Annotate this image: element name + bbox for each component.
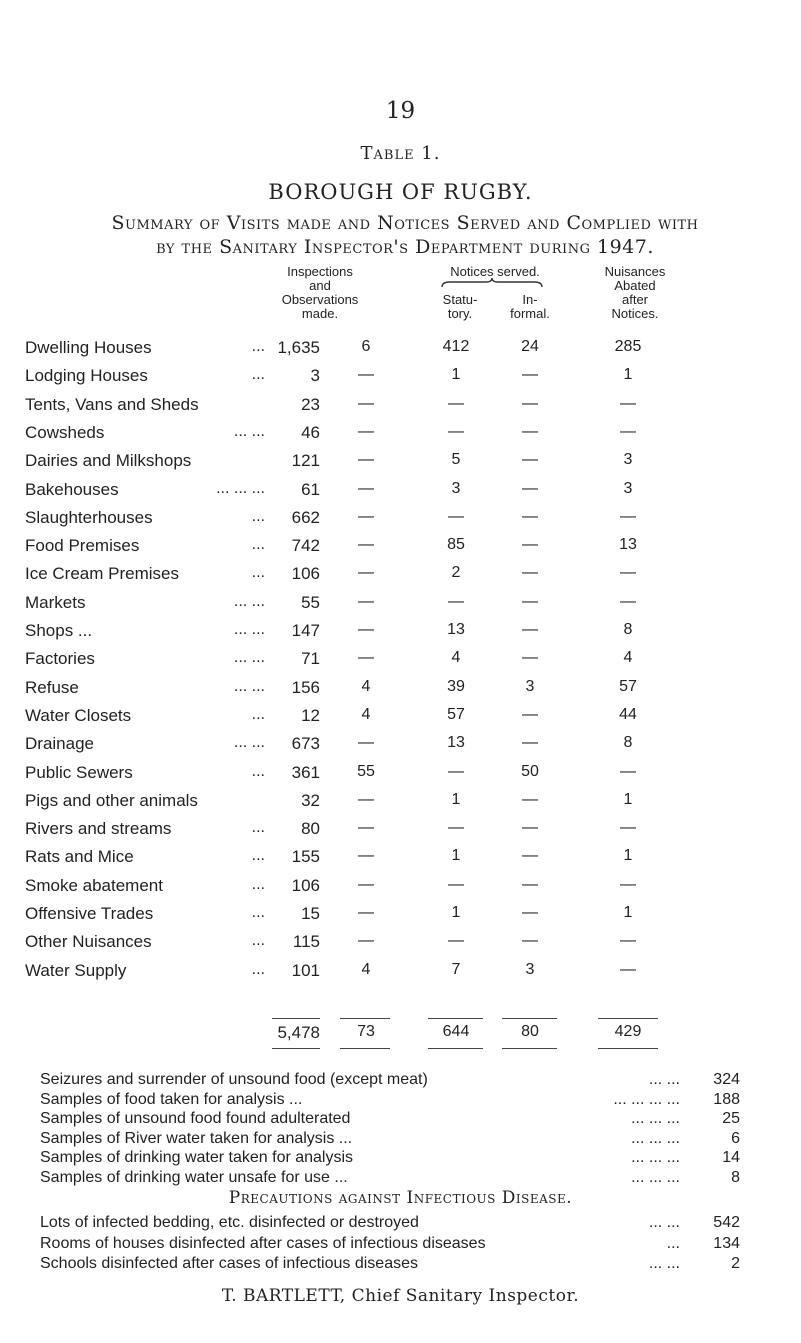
stat-line-leader-dots: ... ... ... [631,1130,680,1147]
row-notices-a: — [358,366,374,383]
row-informal: — [522,904,538,921]
row-abated: 44 [619,706,637,723]
row-inspections: 662 [291,508,320,527]
rule-statutory-top [428,1018,483,1019]
row-informal: 3 [525,678,535,695]
row-statutory: — [448,508,464,525]
row-abated: 1 [623,904,633,921]
precaution-line [40,1214,740,1236]
total-statutory: 644 [442,1023,470,1040]
precaution-line [40,1235,740,1257]
stat-line-value: 14 [722,1149,740,1166]
row-inspections: 23 [301,395,320,414]
row-abated: — [620,593,636,610]
row-inspections: 101 [291,961,320,980]
row-leader-dots: ... [251,508,265,525]
row-abated: 8 [623,734,633,751]
row-label: Tents, Vans and Sheds [25,395,199,414]
row-leader-dots: ... ... ... [216,480,265,497]
row-abated: 3 [623,451,633,468]
precaution-line-value: 134 [713,1235,740,1252]
header-abated-line-1: Nuisances [604,264,666,279]
brace-icon [440,278,544,288]
row-label: Lodging Houses [25,366,148,385]
row-abated: — [620,508,636,525]
rule-abated-top [598,1018,658,1019]
row-inspections: 673 [291,734,320,753]
rule-informal-bottom [502,1048,557,1049]
row-informal: — [522,847,538,864]
row-notices-a: — [358,395,374,412]
row-statutory: 13 [447,621,465,638]
row-informal: — [522,791,538,808]
total-notices-a: 73 [357,1023,375,1040]
row-informal: 50 [521,763,539,780]
row-informal: — [522,649,538,666]
row-inspections: 106 [291,564,320,583]
row-statutory: 13 [447,734,465,751]
row-inspections: 32 [301,791,320,810]
stat-line-label: Seizures and surrender of unsound food (except meat) [40,1071,428,1088]
row-inspections: 1,635 [277,338,320,357]
row-notices-a: — [358,904,374,921]
row-label: Water Supply [25,961,127,980]
header-statutory [425,293,495,321]
stat-line-value: 6 [731,1130,740,1147]
precaution-line-value: 542 [713,1214,740,1231]
header-inspections-line-3: Observations [281,292,359,307]
total-informal: 80 [521,1023,539,1040]
row-notices-a: — [358,734,374,751]
row-statutory: 4 [451,649,461,666]
row-notices-a: — [358,508,374,525]
row-label: Food Premises [25,536,140,555]
header-abated-line-3: after [621,292,648,307]
stat-line-label: Samples of unsound food found adulterated [40,1110,351,1127]
row-label: Other Nuisances [25,932,152,951]
row-leader-dots: ... ... [233,621,265,638]
row-statutory: 85 [447,536,465,553]
row-statutory: 1 [451,904,461,921]
row-inspections: 156 [291,678,320,697]
row-leader-dots: ... ... [233,593,265,610]
row-label: Slaughterhouses [25,508,153,527]
row-label: Water Closets [25,706,132,725]
table-title: Table 1. [360,143,441,164]
row-inspections: 106 [291,876,320,895]
row-label: Shops ... [25,621,93,640]
row-inspections: 115 [292,932,320,951]
row-label: Markets [25,593,86,612]
precaution-line-leader-dots: ... ... [648,1255,680,1272]
stat-line-value: 324 [713,1071,740,1088]
row-statutory: — [448,876,464,893]
row-leader-dots: ... [251,763,265,780]
row-leader-dots: ... ... [233,734,265,751]
signature: T. BARTLETT, Chief Sanitary Inspector. [221,1286,580,1306]
header-informal [490,293,570,321]
row-abated: — [620,876,636,893]
row-leader-dots: ... [251,536,265,553]
row-label: Rivers and streams [25,819,172,838]
row-informal: — [522,819,538,836]
row-notices-a: 4 [361,706,371,723]
row-inspections: 46 [301,423,320,442]
row-informal: — [522,366,538,383]
stat-line-value: 8 [731,1169,740,1186]
row-inspections: 71 [301,649,320,668]
row-notices-a: — [358,791,374,808]
stat-line-leader-dots: ... ... ... [631,1110,680,1127]
stat-line [40,1149,740,1171]
row-leader-dots: ... ... [233,423,265,440]
header-abated-line-4: Notices. [611,306,659,321]
row-notices-a: — [358,423,374,440]
row-statutory: 1 [451,366,461,383]
stat-line-value: 25 [722,1110,740,1127]
row-label: Refuse [25,678,79,697]
row-inspections: 147 [291,621,320,640]
precaution-line-label: Schools disinfected after cases of infectious diseases [40,1255,418,1272]
row-leader-dots: ... ... [233,649,265,666]
row-notices-a: — [358,451,374,468]
row-leader-dots: ... [251,819,265,836]
stat-line [40,1110,740,1132]
row-notices-a: — [358,649,374,666]
stat-line-label: Samples of food taken for analysis ... [40,1091,303,1108]
rule-statutory-bottom [428,1048,483,1049]
row-leader-dots: ... [251,706,265,723]
row-informal: — [522,480,538,497]
stat-line-leader-dots: ... ... ... [631,1149,680,1166]
row-abated: — [620,932,636,949]
row-inspections: 3 [310,366,320,385]
row-leader-dots: ... [251,932,265,949]
header-informal-line-1: In- [522,292,538,307]
row-inspections: 80 [301,819,320,838]
row-statutory: 1 [451,791,461,808]
stat-line-leader-dots: ... ... [648,1071,680,1088]
row-abated: 1 [623,366,633,383]
precaution-line-label: Lots of infected bedding, etc. disinfected or destroyed [40,1214,419,1231]
header-inspections-line-4: made. [301,306,339,321]
precaution-line-leader-dots: ... ... [648,1214,680,1231]
summary-line-1: Summary of Visits made and Notices Served and Complied with [111,212,699,234]
stat-line-label: Samples of drinking water taken for analysis [40,1149,354,1166]
row-leader-dots: ... [251,904,265,921]
row-label: Factories [25,649,95,668]
row-label: Rats and Mice [25,847,134,866]
row-inspections: 121 [291,451,320,470]
row-leader-dots: ... [251,847,265,864]
row-leader-dots: ... [251,564,265,581]
row-leader-dots: ... [251,961,265,978]
row-abated: 1 [623,847,633,864]
row-notices-a: — [358,847,374,864]
row-notices-a: 4 [361,961,371,978]
row-abated: — [620,395,636,412]
precautions-heading: Precautions against Infectious Disease. [228,1188,573,1208]
total-abated: 429 [614,1023,642,1040]
row-abated: 3 [623,480,633,497]
row-statutory: — [448,395,464,412]
row-abated: 1 [623,791,633,808]
row-label: Public Sewers [25,763,133,782]
row-statutory: — [448,423,464,440]
row-abated: — [620,819,636,836]
row-abated: — [620,763,636,780]
row-inspections: 61 [301,480,320,499]
header-inspections [260,265,380,321]
row-notices-a: 6 [361,338,371,355]
rule-informal-top [502,1018,557,1019]
row-notices-a: — [358,564,374,581]
precaution-line [40,1255,740,1277]
row-label: Ice Cream Premises [25,564,179,583]
rule-a-bottom [340,1048,390,1049]
row-informal: — [522,564,538,581]
rule-inspections-bottom [272,1048,320,1049]
row-label: Offensive Trades [25,904,154,923]
row-informal: — [522,536,538,553]
row-informal: — [522,593,538,610]
row-notices-a: 4 [361,678,371,695]
header-informal-line-2: formal. [510,306,550,321]
row-statutory: 7 [451,961,461,978]
stat-line-label: Samples of River water taken for analysis ... [40,1130,353,1147]
row-notices-a: — [358,536,374,553]
row-inspections: 55 [301,593,320,612]
row-label: Dairies and Milkshops [25,451,192,470]
row-notices-a: — [358,593,374,610]
row-statutory: 39 [447,678,465,695]
row-informal: — [522,451,538,468]
row-notices-a: — [358,621,374,638]
row-informal: — [522,734,538,751]
row-notices-a: — [358,932,374,949]
header-inspections-line-1: Inspections [287,264,353,279]
row-notices-a: — [358,819,374,836]
row-abated: 57 [619,678,637,695]
row-abated: — [620,961,636,978]
row-label: Pigs and other animals [25,791,198,810]
stat-line-leader-dots: ... ... ... [631,1169,680,1186]
precaution-line-value: 2 [731,1255,740,1272]
row-informal: 3 [525,961,535,978]
header-statutory-line-1: Statu- [442,292,478,307]
row-inspections: 155 [291,847,320,866]
row-inspections: 361 [291,763,320,782]
rule-abated-bottom [598,1048,658,1049]
precaution-line-label: Rooms of houses disinfected after cases of infectious diseases [40,1235,486,1252]
row-informal: — [522,706,538,723]
row-statutory: 5 [451,451,461,468]
total-inspections: 5,478 [277,1023,320,1042]
row-informal: — [522,621,538,638]
header-notices-served: Notices served. [450,264,540,279]
row-statutory: 1 [451,847,461,864]
row-inspections: 15 [301,904,320,923]
stat-line-label: Samples of drinking water unsafe for use ... [40,1169,348,1186]
stat-line-value: 188 [713,1091,740,1108]
row-label: Dwelling Houses [25,338,152,357]
rule-inspections-top [272,1018,320,1019]
row-statutory: 2 [451,564,461,581]
row-label: Cowsheds [25,423,105,442]
row-label: Bakehouses [25,480,119,499]
borough-heading: BOROUGH OF RUGBY. [268,180,533,204]
row-notices-a: — [358,876,374,893]
row-notices-a: — [358,480,374,497]
stat-line [40,1071,740,1093]
row-leader-dots: ... ... [233,678,265,695]
header-abated-line-2: Abated [614,278,656,293]
rule-a-top [340,1018,390,1019]
row-inspections: 742 [291,536,320,555]
row-statutory: 3 [451,480,461,497]
row-informal: — [522,876,538,893]
row-abated: — [620,423,636,440]
row-informal: — [522,508,538,525]
row-inspections: 12 [301,706,320,725]
header-abated [580,265,690,321]
row-statutory: 412 [442,338,470,355]
row-notices-a: 55 [357,763,375,780]
row-abated: 4 [623,649,633,666]
row-statutory: — [448,819,464,836]
row-statutory: — [448,932,464,949]
row-abated: 8 [623,621,633,638]
row-label: Smoke abatement [25,876,163,895]
stat-line-leader-dots: ... ... ... ... [613,1091,680,1108]
row-abated: — [620,564,636,581]
page-number: 19 [385,98,416,124]
row-statutory: 57 [447,706,465,723]
row-leader-dots: ... [251,338,265,355]
row-informal: — [522,932,538,949]
row-abated: 285 [614,338,642,355]
summary-line-2: by the Sanitary Inspector's Department during 1947. [156,236,654,258]
row-abated: 13 [619,536,637,553]
row-leader-dots: ... [251,366,265,383]
row-statutory: — [448,763,464,780]
row-statutory: — [448,593,464,610]
row-informal: — [522,423,538,440]
header-inspections-line-2: and [309,278,331,293]
row-informal: — [522,395,538,412]
header-statutory-line-2: tory. [447,306,473,321]
row-informal: 24 [521,338,539,355]
precaution-line-leader-dots: ... [666,1235,680,1252]
row-label: Drainage [25,734,94,753]
row-leader-dots: ... [251,876,265,893]
